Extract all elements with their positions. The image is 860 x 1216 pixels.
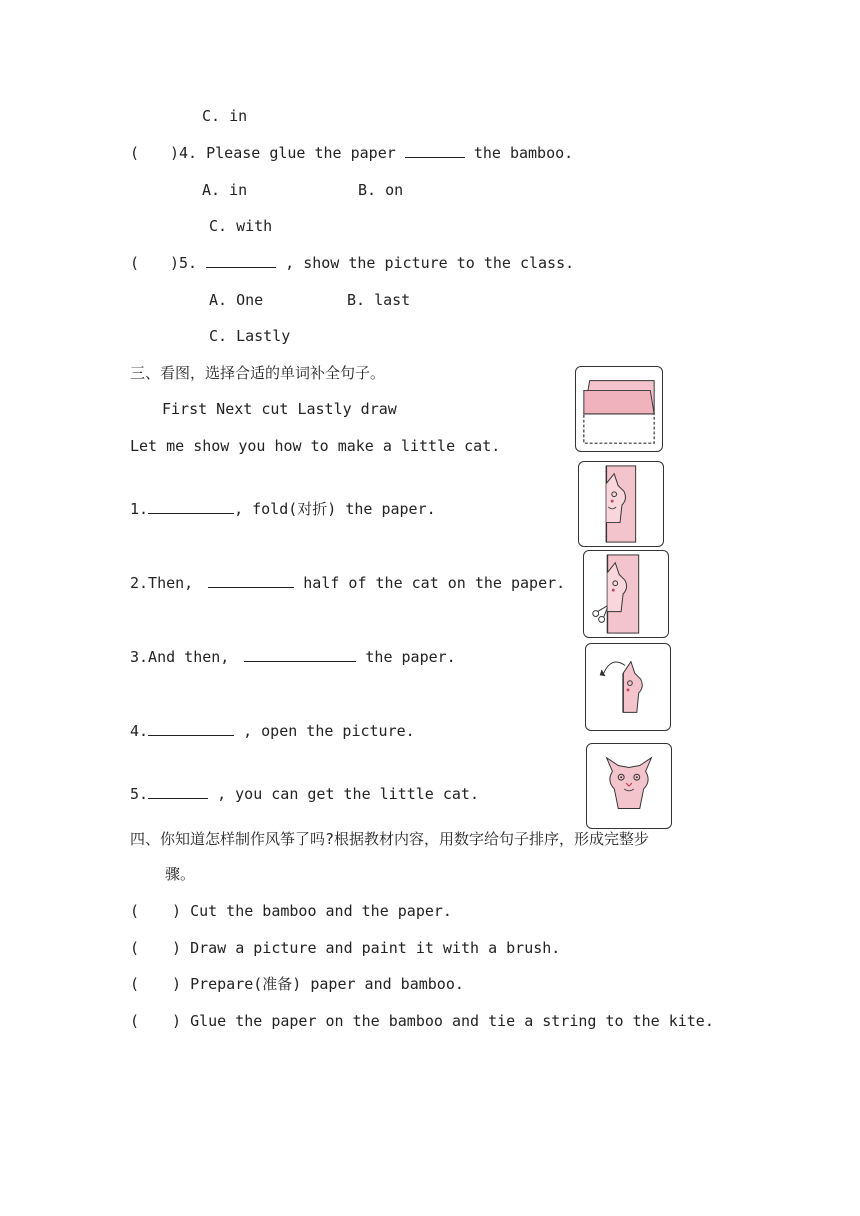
question-text-after: , show the picture to the class.: [285, 254, 575, 272]
step-2: [130, 573, 565, 593]
answer-blank[interactable]: [244, 647, 356, 662]
q3-option-c: C. in: [202, 107, 248, 125]
ordering-item: [130, 974, 464, 994]
question-text-after: the bamboo.: [473, 144, 574, 162]
draw-cat-picture: [578, 461, 664, 547]
question-text-before: Please glue the paper: [206, 144, 396, 162]
step-prefix: 2.Then,: [130, 574, 203, 592]
step-text: , you can get the little cat.: [208, 785, 479, 803]
answer-blank[interactable]: [405, 143, 465, 158]
answer-paren-open: (: [130, 254, 140, 272]
q5-option-b: B. last: [347, 291, 411, 309]
answer-paren-close: ): [172, 939, 182, 957]
step-1: [130, 499, 436, 519]
open-cat-picture: [585, 643, 671, 731]
q5-option-c: C. Lastly: [209, 327, 291, 345]
step-prefix: 5.: [130, 785, 149, 803]
q4-option-b: B. on: [358, 181, 404, 199]
answer-blank[interactable]: [148, 784, 208, 799]
question-4: [130, 143, 573, 163]
answer-blank[interactable]: [206, 253, 276, 268]
question-number: )4.: [170, 144, 198, 162]
ordering-item: [130, 901, 452, 921]
cut-paper-picture: [583, 550, 669, 638]
little-cat-picture: [586, 743, 672, 829]
step-prefix: 4.: [130, 722, 149, 740]
answer-paren-open: (: [130, 144, 140, 162]
answer-paren-open[interactable]: (: [130, 939, 140, 957]
word-bank: First Next cut Lastly draw: [162, 400, 397, 418]
section-4-heading: 四、你知道怎样制作风筝了吗?根据教材内容，用数字给句子排序，形成完整步: [130, 830, 650, 848]
question-number: )5.: [170, 254, 198, 272]
step-prefix: 3.And then,: [130, 648, 239, 666]
step-text: , fold(对折) the paper.: [234, 500, 436, 518]
section-3-intro: Let me show you how to make a little cat.: [130, 437, 501, 455]
answer-paren-close: ): [172, 975, 182, 993]
fold-paper-picture: [575, 366, 663, 452]
step-4: [130, 721, 415, 741]
ordering-sentence: Draw a picture and paint it with a brush.: [190, 939, 561, 957]
answer-blank[interactable]: [148, 499, 234, 514]
answer-paren-close: ): [172, 902, 182, 920]
ordering-sentence: Prepare(准备) paper and bamboo.: [190, 975, 464, 993]
step-5: [130, 784, 479, 804]
answer-paren-open[interactable]: (: [130, 1012, 140, 1030]
ordering-item: [130, 938, 560, 958]
ordering-sentence: Cut the bamboo and the paper.: [190, 902, 452, 920]
answer-blank[interactable]: [208, 573, 294, 588]
step-3: [130, 647, 456, 667]
section-3-heading: 三、看图，选择合适的单词补全句子。: [130, 364, 386, 382]
answer-paren-open[interactable]: (: [130, 902, 140, 920]
answer-paren-close: ): [172, 1012, 182, 1030]
step-text: , open the picture.: [234, 722, 415, 740]
answer-paren-open[interactable]: (: [130, 975, 140, 993]
section-4-heading-cont: 骤。: [165, 865, 196, 883]
step-text: half of the cat on the paper.: [294, 574, 566, 592]
ordering-item: [130, 1011, 714, 1031]
answer-blank[interactable]: [148, 721, 234, 736]
q4-option-c: C. with: [209, 217, 273, 235]
question-5: [130, 253, 574, 273]
ordering-sentence: Glue the paper on the bamboo and tie a string to the kite.: [190, 1012, 714, 1030]
q4-option-a: A. in: [202, 181, 248, 199]
step-text: the paper.: [356, 648, 456, 666]
step-prefix: 1.: [130, 500, 149, 518]
q5-option-a: A. One: [209, 291, 264, 309]
